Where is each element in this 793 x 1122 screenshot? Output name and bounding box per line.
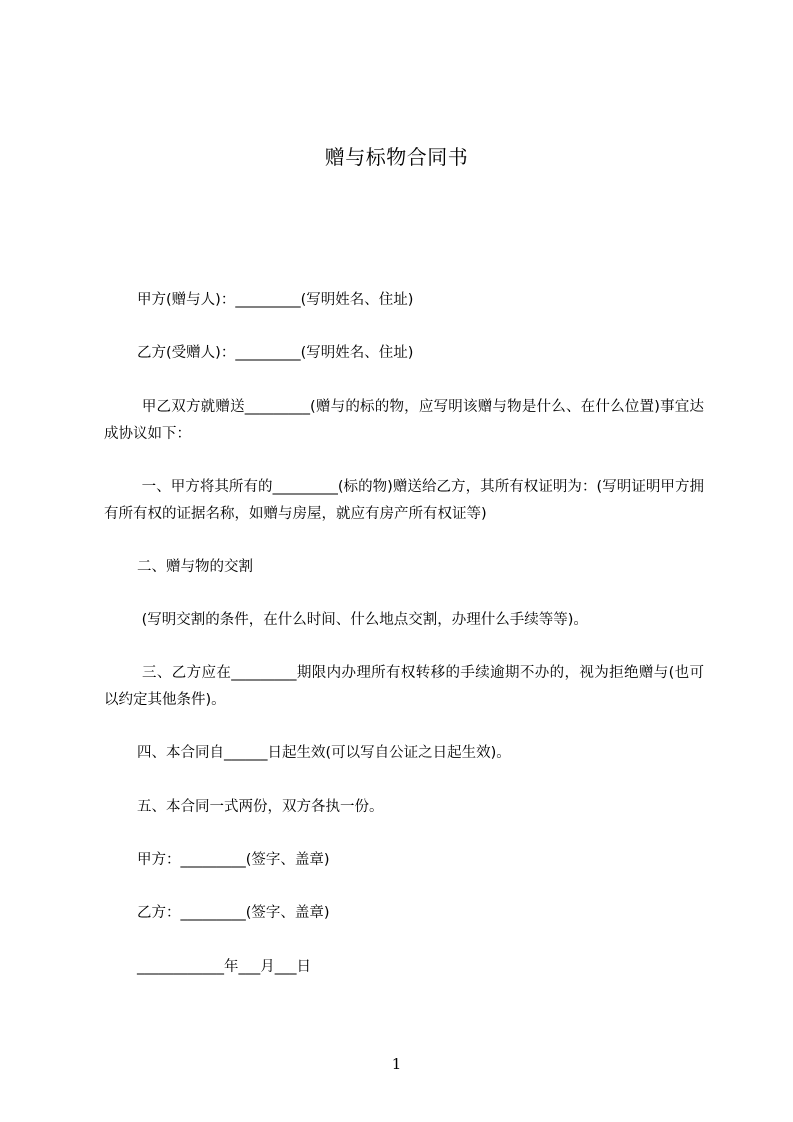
document-title: 赠与标物合同书	[324, 145, 469, 169]
party-a-signature-line: 甲方：_________(签字、盖章)	[137, 852, 330, 868]
clause-five-paragraph: 五、本合同一式两份，双方各执一份。	[137, 799, 384, 815]
clause-one-paragraph: 一、甲方将其所有的_________(标的物)赠送给乙方，其所有权证明为：(写明证明甲方拥有所有权的证据名称，如赠与房屋，就应有房产所有权证等)	[104, 479, 704, 522]
party-b-line: 乙方(受赠人)：_________(写明姓名、住址)	[137, 345, 414, 361]
agreement-intro-paragraph: 甲乙双方就赠送_________(赠与的标的物，应写明该赠与物是什么、在什么位置)事宜达成协议如下：	[104, 399, 705, 442]
clause-four-paragraph: 四、本合同自______日起生效(可以写自公证之日起生效)。	[137, 745, 511, 761]
party-b-signature-line: 乙方：_________(签字、盖章)	[137, 905, 330, 921]
date-line: ____________年___月___日	[137, 959, 311, 975]
page-number: 1	[391, 1055, 402, 1073]
party-a-line: 甲方(赠与人)：_________(写明姓名、住址)	[137, 292, 414, 308]
clause-three-paragraph: 三、乙方应在_________期限内办理所有权转移的手续逾期不办的，视为拒绝赠与(也可以约定其他条件)。	[104, 665, 705, 708]
clause-two-heading: 二、赠与物的交割	[137, 559, 253, 575]
clause-two-detail: (写明交割的条件，在什么时间、什么地点交割，办理什么手续等等)。	[137, 612, 588, 628]
